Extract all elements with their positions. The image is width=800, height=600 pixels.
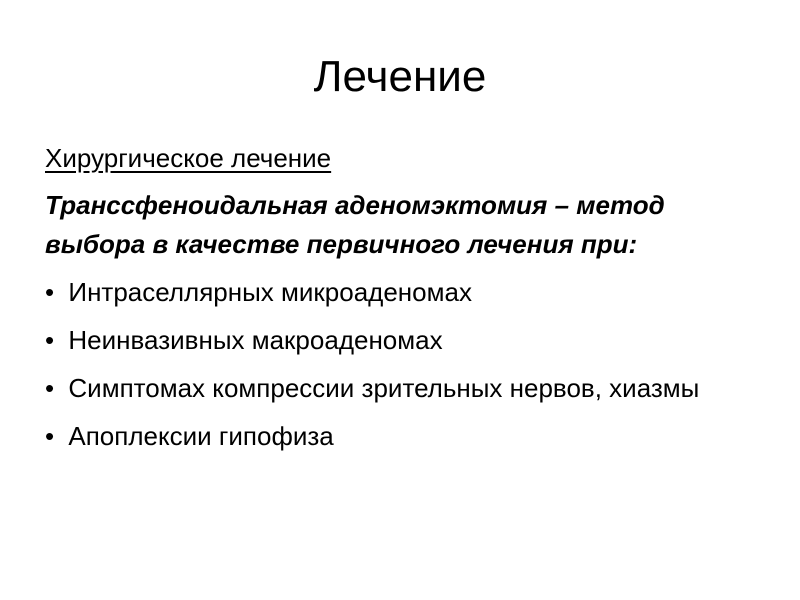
list-item: [45, 370, 765, 406]
bullet-icon: •: [45, 373, 55, 403]
slide-title: Лечение: [313, 52, 487, 101]
list-item: [45, 322, 765, 358]
list-item: [45, 418, 765, 454]
list-item-text: Симптомах компрессии зрительных нервов, хиазмы: [68, 373, 700, 403]
list-item-text: Неинвазивных макроаденомах: [68, 325, 443, 355]
bullet-list: [45, 274, 765, 454]
list-item-text: Интраселлярных микроаденомах: [68, 277, 472, 307]
slide-content: [45, 140, 765, 466]
bullet-icon: •: [45, 325, 55, 355]
bullet-icon: •: [45, 277, 55, 307]
subheading: Хирургическое лечение: [45, 143, 332, 173]
list-item: [45, 274, 765, 310]
lead-text: Транссфеноидальная аденомэктомия – метод выбора в качестве первичного лечения при:: [45, 190, 665, 259]
list-item-text: Апоплексии гипофиза: [68, 421, 334, 451]
bullet-icon: •: [45, 421, 55, 451]
